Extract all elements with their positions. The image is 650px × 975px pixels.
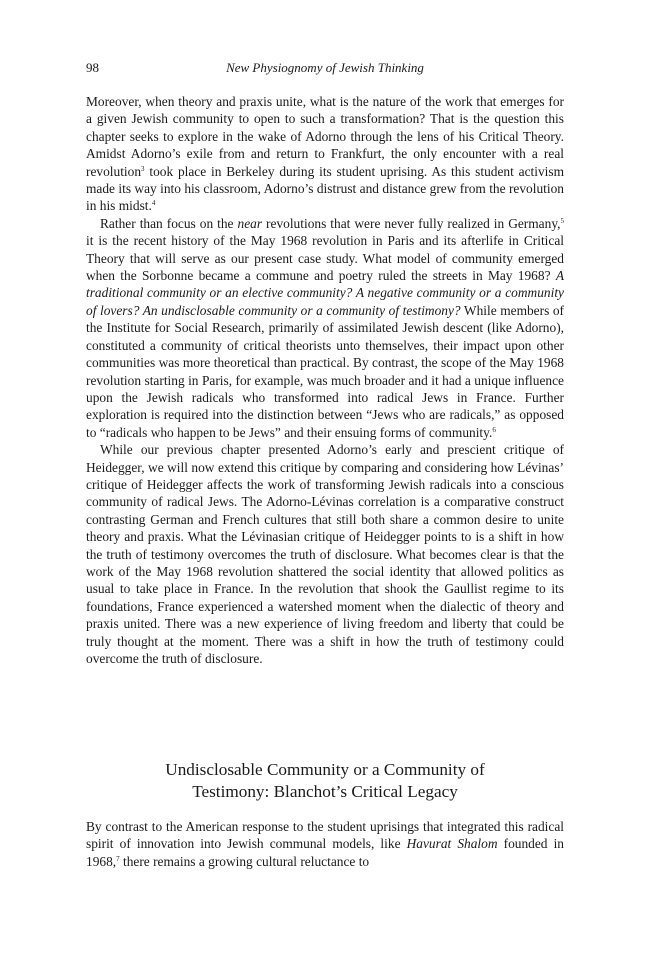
paragraph-3: While our previous chapter presented Adorno’s early and prescient critique of Heidegger, we will now extend this critique by comparing and considering how Lévinas’ critique of Heidegger affects the work of transforming Jewish radicals into a conscious community of radical Jews. The Adorno-Lévinas correlation is a comparative construct contrasting German and French cultures that still both share a common desire to unite theory and praxis. What the Lévinasian critique of Heidegger points to is a shift in how the truth of testimony overcomes the truth of disclosure. What becomes clear is that the work of the May 1968 revolution shattered the social identity that allowed politics as usual to take place in France. In the revolution that shook the Gaullist regime to its foundations, France experienced a watershed moment when the dialectic of theory and praxis united. There was a new experience of living freedom and liberty that could be truly thought at the moment. There was a shift in how the truth of testimony could overcome the truth of disclosure. [86,442,564,666]
section-heading-line-2: Testimony: Blanchot’s Critical Legacy [192,782,458,801]
footnote-ref-7: 7 [116,854,120,863]
footnote-ref-4: 4 [151,199,156,208]
page-header [86,60,564,76]
page-number: 98 [86,60,99,75]
paragraph-2-text-c: it is the recent history of the May 1968 revolution in Paris and its afterlife in Critical Theory that will serve as our present case study. What model of community emerged when the Sorbonne became a commune and poetry ruled the streets in May 1968? [86,233,564,284]
paragraph-4-italic-havurat: Havurat Shalom [406,836,498,852]
footnote-ref-6: 6 [492,425,496,434]
paragraph-4-text-a: By contrast to the American response to the student uprisings that integrated this radical spirit of innovation into Jewish communal models, like [86,819,564,852]
paragraph-4-text-c: there remains a growing cultural reluctance to [119,853,370,869]
section-body-text [86,818,564,870]
paragraph-1-text-b: took place in Berkeley during its student uprising. As this student activism made its way into his classroom, Adorno’s distrust and distance grew from the revolution in his midst. [86,163,564,214]
paragraph-4-text-b: founded in 1968, [86,836,564,869]
paragraph-2-italic-questions: A traditional community or an elective community? A negative community or a community of lovers? An undisclosable community or a community of testimony? [86,268,564,318]
footnote-ref-3: 3 [141,164,145,173]
paragraph-4 [86,818,564,870]
paragraph-2-italic-near: near [237,215,263,231]
body-text [86,93,564,667]
paragraph-2-text-b: revolutions that were never fully realized in Germany, [262,215,561,231]
section-heading-line-1: Undisclosable Community or a Community of [165,760,485,779]
footnote-ref-5: 5 [560,216,564,225]
paragraph-2-text-a: Rather than focus on the [100,215,238,231]
running-head: New Physiognomy of Jewish Thinking [226,60,424,75]
paragraph-2-text-d: While members of the Institute for Social Research, primarily of assimilated Jewish descent (like Adorno), constituted a community of critical theorists unto themselves, their impact upon other communities was more theoretical than practical. By contrast, the scope of the May 1968 revolution starting in Paris, for example, was much broader and it had a unique influence upon the Jewish radicals who transformed into radical Jews in France. Further exploration is required into the distinction between “Jews who are radicals,” as opposed to “radicals who happen to be Jews” and their ensuing forms of community. [86,302,564,440]
paragraph-2 [86,215,564,441]
section-heading [86,759,564,803]
paragraph-1-text-a: Moreover, when theory and praxis unite, what is the nature of the work that emerges for a given Jewish community to open to such a transformation? That is the question this chapter seeks to explore in the wake of Adorno through the lens of his Critical Theory. Amidst Adorno’s exile from and return to Frankfurt, the only encounter with a real revolution [86,94,564,179]
paragraph-1 [86,93,564,215]
